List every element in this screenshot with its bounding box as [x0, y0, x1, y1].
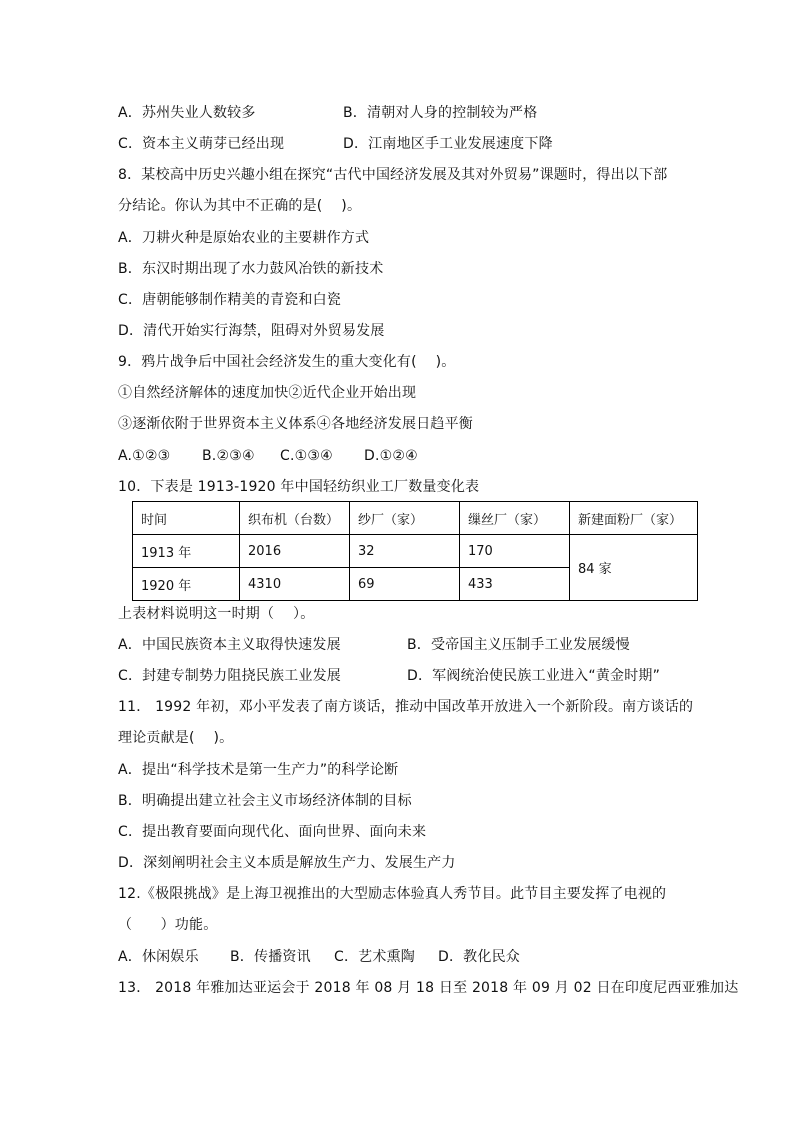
table-header-cell: 时间: [133, 502, 240, 535]
q7-option-c: C．资本主义萌芽已经出现: [118, 136, 285, 152]
q9-option-c: C.①③④: [280, 448, 333, 464]
q11-stem-line2: 理论贡献是( )。: [118, 730, 234, 746]
q8-option-c: C．唐朝能够制作精美的青瓷和白瓷: [118, 292, 341, 308]
table-merged-cell: 84 家: [570, 535, 698, 601]
q12-option-b: B．传播资讯: [230, 949, 311, 965]
table-cell: 4310: [240, 568, 350, 601]
q12-option-c: C．艺术熏陶: [334, 949, 415, 965]
q9-items-line1: ①自然经济解体的速度加快②近代企业开始出现: [118, 385, 417, 401]
q12-option-d: D．教化民众: [438, 949, 520, 965]
table-cell: 170: [460, 535, 570, 568]
table-header-row: [133, 502, 698, 535]
q11-stem-line1: 11． 1992 年初，邓小平发表了南方谈话，推动中国改革开放进入一个新阶段。南方谈话的: [118, 699, 694, 715]
table-header-cell: 新建面粉厂（家）: [570, 502, 698, 535]
q12-option-a: A．休闲娱乐: [118, 949, 199, 965]
q7-option-a: A．苏州失业人数较多: [118, 105, 256, 121]
q7-option-d: D．江南地区手工业发展速度下降: [343, 136, 553, 152]
q8-option-d: D．清代开始实行海禁，阻碍对外贸易发展: [118, 323, 385, 339]
table-header-cell: 缫丝厂（家）: [460, 502, 570, 535]
q11-option-b: B．明确提出建立社会主义市场经济体制的目标: [118, 793, 412, 809]
q11-option-c: C．提出教育要面向现代化、面向世界、面向未来: [118, 824, 427, 840]
table-cell: 32: [350, 535, 460, 568]
q9-option-d: D.①②④: [364, 448, 418, 464]
q10-stem: 10．下表是 1913-1920 年中国轻纺织业工厂数量变化表: [118, 479, 480, 495]
table-cell: 1913 年: [133, 535, 240, 568]
q11-option-a: A．提出“科学技术是第一生产力”的科学论断: [118, 762, 399, 778]
q10-after-table: 上表材料说明这一时期（ ）。: [118, 606, 315, 622]
q8-stem-line2: 分结论。你认为其中不正确的是( )。: [118, 198, 362, 214]
q10-option-b: B．受帝国主义压制手工业发展缓慢: [407, 637, 630, 653]
q11-option-d: D．深刻阐明社会主义本质是解放生产力、发展生产力: [118, 855, 456, 871]
q9-options: [118, 447, 418, 465]
table-cell: 2016: [240, 535, 350, 568]
table-row: [133, 535, 698, 568]
q8-option-b: B．东汉时期出现了水力鼓风冶铁的新技术: [118, 261, 384, 277]
q10-option-d: D．军阀统治使民族工业进入“黄金时期”: [407, 668, 661, 684]
q12-stem-line1: 12.《极限挑战》是上海卫视推出的大型励志体验真人秀节目。此节目主要发挥了电视的: [118, 886, 667, 902]
q9-stem: 9．鸦片战争后中国社会经济发生的重大变化有( )。: [118, 354, 456, 370]
table-header-cell: 织布机（台数）: [240, 502, 350, 535]
q9-option-b: B.②③④: [202, 448, 255, 464]
q8-stem-line1: 8．某校高中历史兴趣小组在探究“古代中国经济发展及其对外贸易”课题时，得出以下部: [118, 167, 668, 183]
q12-options: [118, 948, 520, 966]
table-cell: 69: [350, 568, 460, 601]
table-header-cell: 纱厂（家）: [350, 502, 460, 535]
q9-items-line2: ③逐渐依附于世界资本主义体系④各地经济发展日趋平衡: [118, 416, 473, 432]
q13-stem-line1: 13． 2018 年雅加达亚运会于 2018 年 08 月 18 日至 2018 年 09 月 02 日在印度尼西亚雅加达: [118, 980, 739, 996]
q12-stem-line2: （ ）功能。: [118, 917, 218, 933]
q10-option-c: C．封建专制势力阻挠民族工业发展: [118, 668, 341, 684]
q8-option-a: A．刀耕火种是原始农业的主要耕作方式: [118, 230, 370, 246]
q9-option-a: A.①②③: [118, 448, 171, 464]
table-cell: 1920 年: [133, 568, 240, 601]
q7-option-b: B．清朝对人身的控制较为严格: [343, 105, 538, 121]
table-cell: 433: [460, 568, 570, 601]
factory-table: [132, 501, 698, 601]
q10-option-a: A．中国民族资本主义取得快速发展: [118, 637, 341, 653]
